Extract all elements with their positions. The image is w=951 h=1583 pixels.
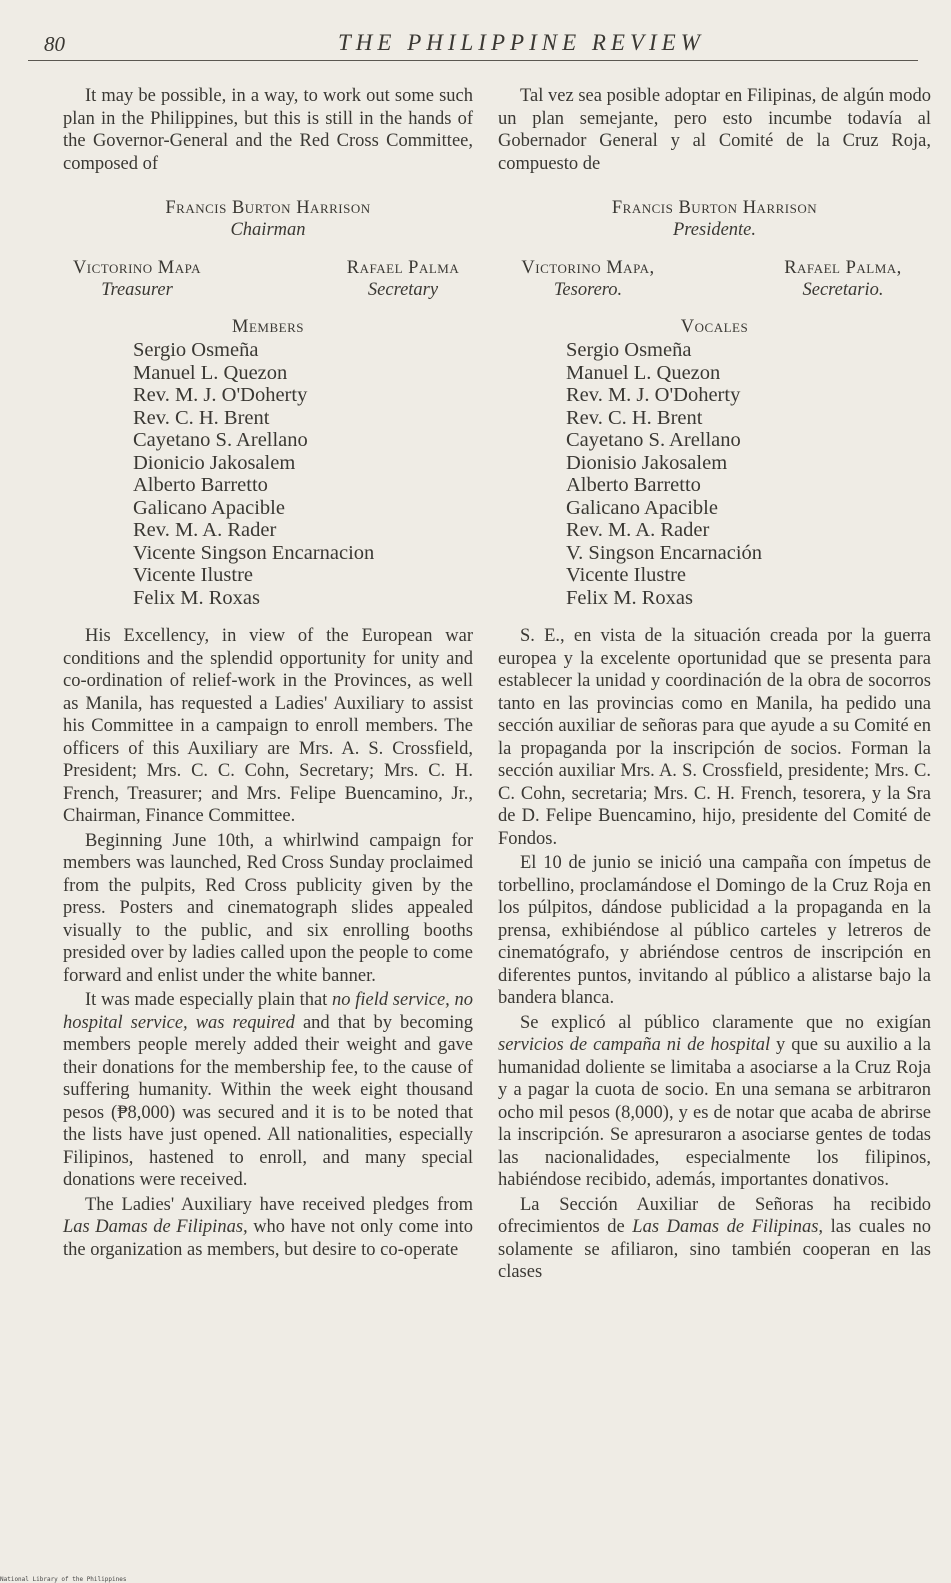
member-name: Cayetano S. Arellano bbox=[133, 429, 308, 451]
spanish-para-3 bbox=[498, 1012, 931, 1192]
spanish-chairman-block bbox=[498, 197, 931, 241]
english-chairman-block bbox=[63, 197, 473, 241]
spanish-para-2: El 10 de junio se inició una campaña con ímpetus de torbellino, proclamándose el Domingo de la Cruz Roja en los púlpitos, dándose publicidad a la propaganda en la prensa, exhibiéndose al público carteles y letreros de cinematógrafo, y abriéndose centros de inscripción en diferentes puntos, invitando al público a alistarse bajo la bandera blanca. bbox=[498, 853, 931, 1008]
journal-title: THE PHILIPPINE REVIEW bbox=[338, 30, 705, 55]
english-officers bbox=[63, 257, 473, 303]
spanish-treasurer bbox=[488, 257, 688, 301]
english-chairman-name: Francis Burton Harrison bbox=[165, 198, 371, 218]
member-name: Rev. M. J. O'Doherty bbox=[566, 384, 741, 406]
spanish-chairman-name: Francis Burton Harrison bbox=[611, 198, 818, 218]
member-name: Galicano Apacible bbox=[133, 496, 285, 519]
spanish-column bbox=[498, 85, 931, 1284]
english-para-3 bbox=[63, 989, 473, 1192]
english-para-2: Beginning June 10th, a whirlwind campaign for members was launched, Red Cross Sunday proclaimed from the pulpits, Red Cross publicity given by the press. Posters and cinematograph slides appealed visually to the public, and six enrolling booths presided over by ladies called upon the people to come forward and enlist under the white banner. bbox=[63, 830, 473, 986]
english-intro: It may be possible, in a way, to work out some such plan in the Philippines, but this is still in the hands of the Governor-General and the Red Cross Committee, composed of bbox=[63, 86, 473, 174]
english-para-1: His Excellency, in view of the European war conditions and the splendid opportunity for unity and co-ordination of relief-work in the Provinces, as well as Manila, has requested a Ladies' Auxiliary to assist his Committee in a campaign to enroll members. The officers of this Auxiliary are Mrs. A. S. Crossfield, President; Mrs. C. C. Cohn, Secretary; Mrs. C. H. French, Treasurer; and Mrs. Felipe Buencamino, Jr., Chairman, Finance Committee. bbox=[63, 626, 473, 826]
english-para-4-text-a: The Ladies' Auxiliary have received pledges from bbox=[85, 1194, 473, 1215]
english-para-3-emphasis: no field service, no hospital service, was required bbox=[63, 990, 473, 1033]
member-name: Manuel L. Quezon bbox=[566, 361, 721, 384]
spanish-para-3-text-b: y que su auxilio a la humanidad doliente se limitaba a asociarse a la Cruz Roja y a pagar la cuota de socio. En una semana se arbitraron ocho mil pesos (8,000), y es de notar que acaba de abrirse la inscripción. Se apresuraron a asociarse gentes de todas las nacionalidades, especialmente los filipinos, habiéndose recibido, además, importantes donativos. bbox=[498, 1035, 932, 1190]
spanish-para-1: S. E., en vista de la situación creada por la guerra europea y la excelente oportunidad que se presenta para establecer la unidad y coordinación de la obra de socorros tanto en las provincias como en Manila, ha pedido una sección auxiliar de señoras para que ayude a su Comité en la propaganda por la inscripción de socios. Forman la sección auxiliar Mrs. A. S. Crossfield, presidente; Mrs. C. C. Cohn, secretaria; Mrs. C. H. French, tesorera, y la Sra de D. Felipe Buencamino, hijo, presidente del Comité de Fondos. bbox=[498, 626, 931, 849]
spanish-intro: Tal vez sea posible adoptar en Filipinas, de algún modo un plan semejante, pero esto incumbe todavía al Gobernador General y al Comité de la Cruz Roja, compuesto de bbox=[498, 86, 931, 174]
member-name: Vicente Ilustre bbox=[133, 564, 254, 586]
member-name: Sergio Osmeña bbox=[566, 339, 692, 361]
member-name: Rev. M. A. Rader bbox=[566, 519, 710, 541]
member-name: Rev. C. H. Brent bbox=[566, 406, 703, 429]
english-members-list bbox=[133, 339, 473, 609]
page-header bbox=[28, 30, 918, 61]
member-name: Dionisio Jakosalem bbox=[566, 451, 728, 474]
member-name: V. Singson Encarnación bbox=[566, 541, 763, 564]
english-para-4 bbox=[63, 1194, 473, 1262]
member-name: Sergio Osmeña bbox=[133, 339, 259, 361]
english-column bbox=[63, 85, 473, 1261]
english-secretary-name: Rafael Palma bbox=[346, 258, 460, 278]
spanish-para-3-text-a: Se explicó al público claramente que no exigían bbox=[520, 1012, 931, 1033]
library-footer-note: National Library of the Philippines bbox=[0, 1576, 127, 1583]
english-para-3-text-b: and that by becoming members people merely added their weight and gave their donations for the membership fee, to the cause of suffering humanity. Within the week eight thousand pesos (₱8,000) was secured and it is to be noted that the lists have just opened. All nationalities, especially Filipinos, hastened to enroll, and many special donations were received. bbox=[63, 1012, 473, 1190]
english-treasurer-name: Victorino Mapa bbox=[72, 258, 202, 278]
member-name: Rev. C. H. Brent bbox=[133, 406, 270, 429]
english-secretary-title: Secretary bbox=[367, 280, 439, 300]
spanish-members-list bbox=[566, 339, 931, 609]
member-name: Dionicio Jakosalem bbox=[133, 451, 296, 474]
member-name: Vicente Singson Encarnacion bbox=[133, 541, 375, 564]
spanish-members-heading: Vocales bbox=[680, 317, 749, 337]
spanish-chairman-title: Presidente. bbox=[672, 220, 757, 240]
english-treasurer bbox=[37, 257, 237, 301]
spanish-body bbox=[498, 625, 931, 1284]
spanish-para-4-text-b: las cuales no solamente se afiliaron, sino también cooperan en las clases bbox=[498, 1217, 931, 1282]
member-name: Rev. M. J. O'Doherty bbox=[133, 384, 308, 406]
member-name: Felix M. Roxas bbox=[133, 586, 260, 609]
spanish-treasurer-name: Victorino Mapa, bbox=[521, 258, 655, 278]
english-members-heading: Members bbox=[232, 317, 304, 337]
member-name: Alberto Barretto bbox=[133, 474, 268, 496]
spanish-secretary bbox=[748, 257, 938, 301]
english-para-4-emphasis: Las Damas de Filipinas, bbox=[63, 1217, 248, 1237]
member-name: Galicano Apacible bbox=[566, 496, 718, 519]
spanish-treasurer-title: Tesorero. bbox=[553, 280, 623, 300]
english-secretary bbox=[303, 257, 503, 301]
english-body bbox=[63, 625, 473, 1261]
english-chairman-title: Chairman bbox=[230, 220, 306, 240]
english-para-4-text-b: who have not only come into the organization as members, but desire to co-operate bbox=[63, 1217, 473, 1260]
member-name: Rev. M. A. Rader bbox=[133, 519, 277, 541]
member-name: Manuel L. Quezon bbox=[133, 361, 288, 384]
member-name: Felix M. Roxas bbox=[566, 586, 693, 609]
member-name: Vicente Ilustre bbox=[566, 564, 687, 586]
english-treasurer-title: Treasurer bbox=[101, 280, 173, 300]
spanish-para-4-emphasis: Las Damas de Filipinas, bbox=[632, 1217, 824, 1237]
spanish-para-3-emphasis: servicios de campaña ni de hospital bbox=[498, 1035, 771, 1055]
spanish-officers bbox=[498, 257, 931, 303]
page-number: 80 bbox=[44, 32, 65, 56]
member-name: Cayetano S. Arellano bbox=[566, 429, 741, 451]
spanish-secretary-title: Secretario. bbox=[802, 280, 884, 300]
spanish-secretary-name: Rafael Palma, bbox=[784, 258, 902, 278]
spanish-para-4 bbox=[498, 1194, 931, 1284]
member-name: Alberto Barretto bbox=[566, 474, 701, 496]
english-para-3-text-a: It was made especially plain that bbox=[85, 990, 333, 1010]
spanish-para-4-text-a: La Sección Auxiliar de Señoras ha recibido ofrecimientos de bbox=[498, 1194, 931, 1237]
